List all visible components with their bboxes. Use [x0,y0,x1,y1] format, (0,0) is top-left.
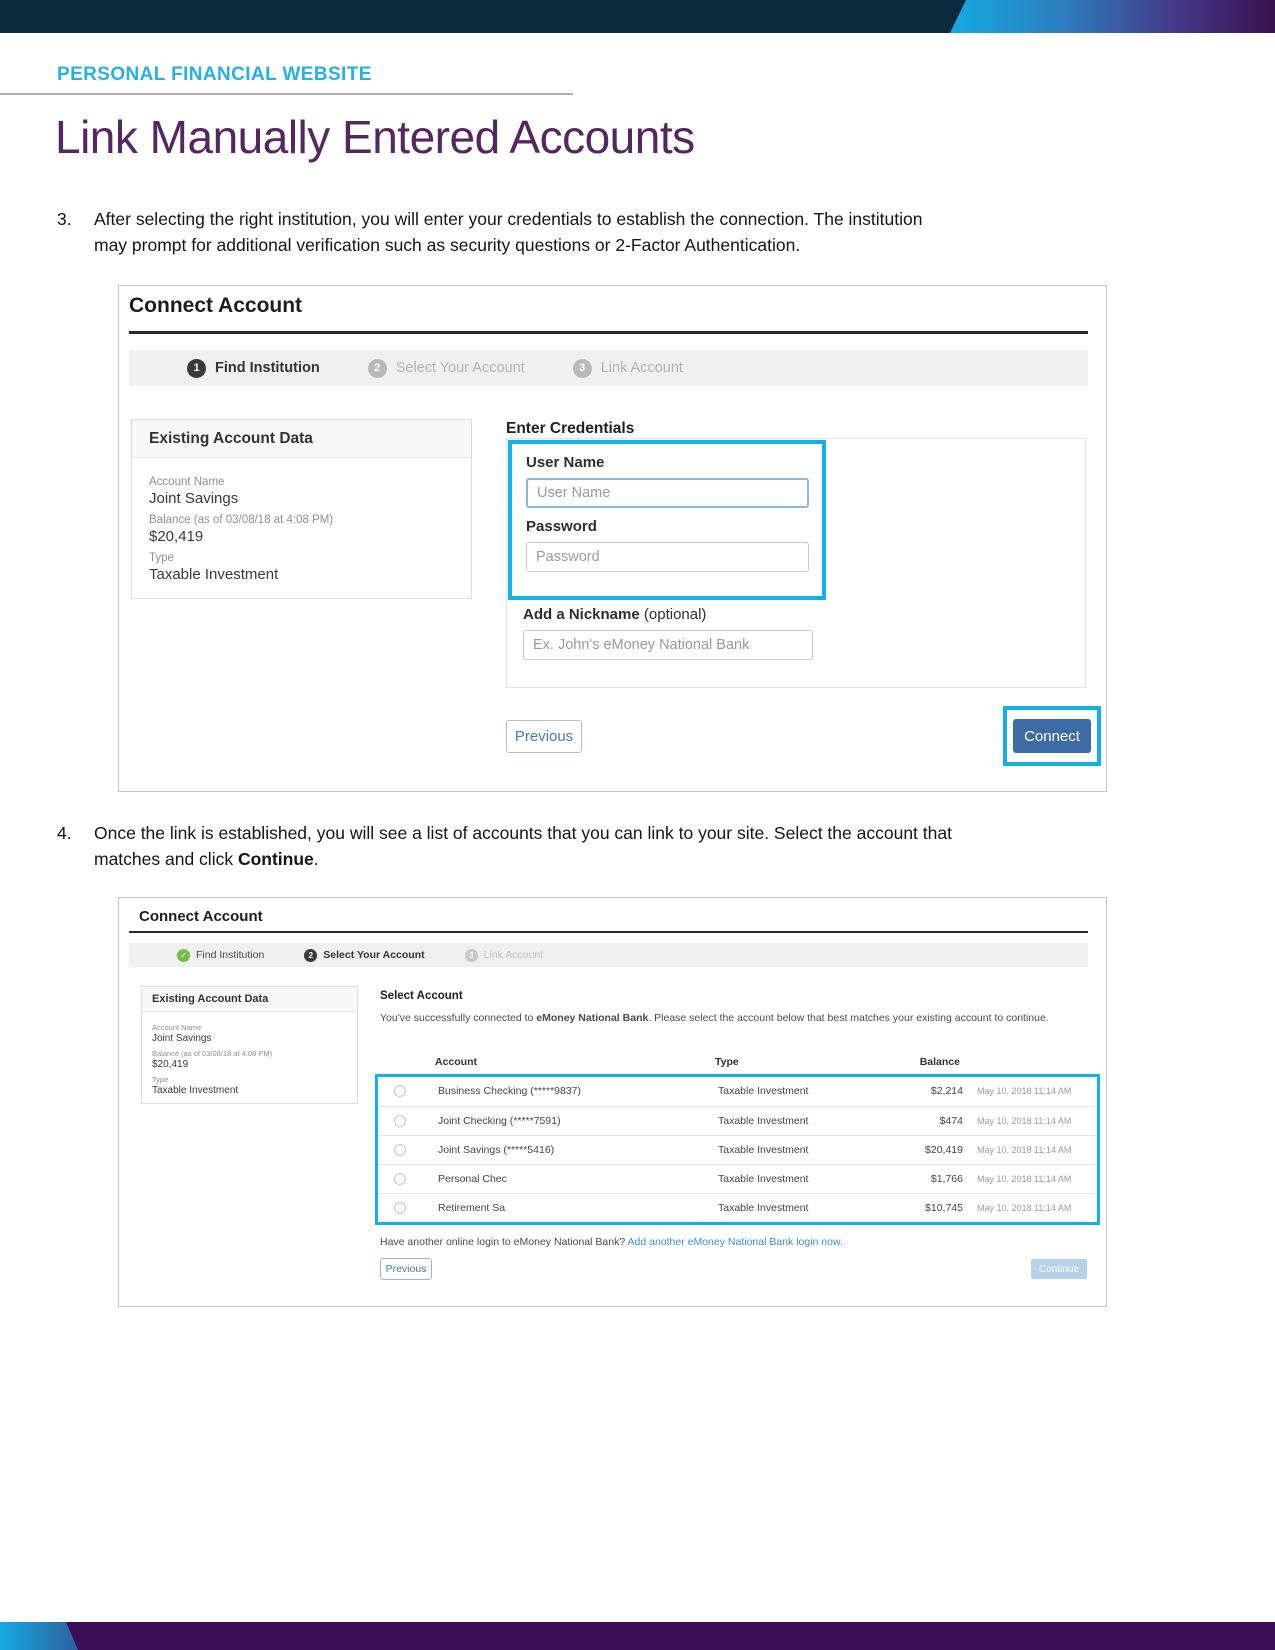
instruction-step-4 [57,820,1182,872]
highlight-box-connect [1003,706,1101,766]
check-icon: ✓ [177,949,190,962]
table-row[interactable]: Joint Checking (*****7591) Taxable Investment $474 May 10, 2018 11:14 AM [378,1106,1097,1135]
eyebrow-rule [0,93,573,95]
connect-account-title: Connect Account [139,908,263,925]
title-rule [129,331,1088,334]
account-radio[interactable] [394,1115,406,1127]
instruction-step-3 [57,206,1182,258]
field-label: Balance (as of 03/08/18 at 4:08 PM) [149,514,334,526]
continue-button[interactable]: Continue [1031,1259,1087,1279]
field-value: $20,419 [149,528,204,545]
field-label: Type [149,552,174,564]
table-row[interactable]: Retirement Sa Taxable Investment $10,745 May 10, 2018 11:14 AM [378,1193,1097,1222]
table-row[interactable]: Personal Chec Taxable Investment $1,766 May 10, 2018 11:14 AM [378,1164,1097,1193]
step-link-account: 3 Link Account [573,359,683,378]
table-row[interactable]: Business Checking (*****9837) Taxable Investment $2,214 May 10, 2018 11:14 AM [378,1077,1097,1106]
add-another-login-link[interactable]: Add another eMoney National Bank login now. [627,1236,843,1248]
panel-title: Existing Account Data [132,420,471,458]
connect-account-title: Connect Account [129,294,303,317]
table-row[interactable]: Joint Savings (*****5416) Taxable Investment $20,419 May 10, 2018 11:14 AM [378,1135,1097,1164]
column-header-account: Account [435,1056,477,1068]
step-2-circle: 2 [368,359,387,378]
footer-brand-gradient [0,1622,78,1650]
existing-account-data-panel [141,986,358,1104]
instruction-text: Once the link is established, you will see a list of accounts that you can link to your site. Select the account that matches and click Continue. [94,823,952,869]
account-radio[interactable] [394,1173,406,1185]
username-input[interactable] [526,478,809,508]
highlight-box-credentials [508,440,826,600]
instruction-number: 4. [57,823,72,843]
connect-button[interactable]: Connect [1013,719,1091,753]
step-link-account: 3 Link Account [465,949,544,962]
field-value: Joint Savings [149,490,239,507]
step-select-your-account: 2 Select Your Account [368,359,525,378]
account-radio[interactable] [394,1202,406,1214]
instruction-text: After selecting the right institution, you will enter your credentials to establish the connection. The institution may prompt for additional verification such as security questions or 2-Factor Authentication. [94,209,923,255]
highlight-box-account-list [375,1074,1100,1225]
wizard-stepper [129,943,1088,967]
screenshot-connect-account-credentials [118,285,1107,792]
username-label: User Name [526,454,605,471]
step-select-your-account: 2 Select Your Account [304,949,424,962]
step-find-institution: 1 Find Institution [187,359,320,378]
field-value: Taxable Investment [149,566,279,583]
screenshot-connect-account-select [118,897,1107,1307]
field-value: Taxable Investment [152,1085,239,1096]
account-radio[interactable] [394,1085,406,1097]
step-2-circle: 2 [304,949,317,962]
enter-credentials-heading: Enter Credentials [506,420,635,437]
step-find-institution-complete: ✓ Find Institution [177,949,264,962]
select-account-intro: You've successfully connected to eMoney National Bank. Please select the account below that best matches your existing account to continue. [380,1012,1049,1024]
previous-button[interactable]: Previous [380,1258,432,1280]
nickname-label: Add a Nickname (optional) [523,606,707,623]
field-value: $20,419 [152,1059,189,1070]
step-3-circle: 3 [573,359,592,378]
instruction-number: 3. [57,209,72,229]
panel-title: Existing Account Data [142,987,357,1012]
previous-button[interactable]: Previous [506,720,582,753]
step-3-circle: 3 [465,949,478,962]
column-header-balance: Balance [919,1056,960,1068]
title-rule [129,931,1088,933]
page-title: Link Manually Entered Accounts [55,111,695,163]
password-label: Password [526,518,597,535]
select-account-heading: Select Account [380,990,463,1002]
another-login-text: Have another online login to eMoney National Bank? Add another eMoney National Bank login now. [380,1236,843,1248]
column-header-type: Type [715,1056,739,1068]
top-brand-gradient [950,0,1275,33]
field-value: Joint Savings [152,1033,212,1044]
account-radio[interactable] [394,1144,406,1156]
field-label: Balance (as of 03/08/18 at 4:08 PM) [152,1049,273,1058]
field-label: Account Name [152,1023,202,1032]
wizard-stepper [129,350,1088,386]
field-label: Type [152,1075,169,1084]
footer-brand-bar [0,1622,1275,1650]
existing-account-data-panel [131,419,472,599]
nickname-input[interactable] [523,630,813,660]
step-1-circle: 1 [187,359,206,378]
password-input[interactable] [526,542,809,572]
eyebrow-heading: PERSONAL FINANCIAL WEBSITE [57,64,372,85]
field-label: Account Name [149,476,225,488]
